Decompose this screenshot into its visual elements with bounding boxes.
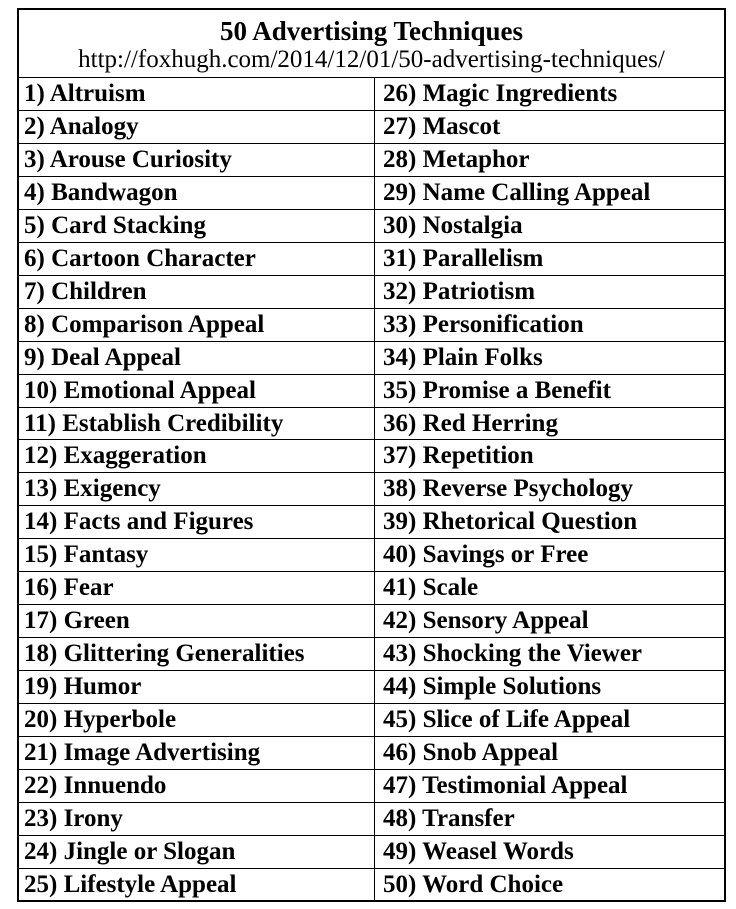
page-title: 50 Advertising Techniques <box>219 16 524 46</box>
technique-cell: 6) Cartoon Character <box>19 243 374 276</box>
technique-cell: 22) Innuendo <box>19 770 374 803</box>
technique-cell: 35) Promise a Benefit <box>375 375 724 408</box>
technique-cell: 28) Metaphor <box>375 144 724 177</box>
technique-cell: 3) Arouse Curiosity <box>19 144 374 177</box>
technique-cell: 32) Patriotism <box>375 276 724 309</box>
technique-cell: 4) Bandwagon <box>19 177 374 210</box>
technique-cell: 25) Lifestyle Appeal <box>24 870 237 898</box>
technique-cell: 11) Establish Credibility <box>19 408 374 441</box>
technique-cell: 34) Plain Folks <box>375 342 724 375</box>
technique-cell: 8) Comparison Appeal <box>19 309 374 342</box>
technique-cell: 14) Facts and Figures <box>19 506 374 539</box>
technique-cell: 40) Savings or Free <box>375 539 724 572</box>
technique-cell: 17) Green <box>19 605 374 638</box>
technique-cell: 16) Fear <box>19 572 374 605</box>
technique-cell: 19) Humor <box>19 671 374 704</box>
technique-cell: 7) Children <box>19 276 374 309</box>
technique-cell: 33) Personification <box>375 309 724 342</box>
techniques-grid <box>19 78 724 902</box>
technique-cell: 21) Image Advertising <box>19 737 374 770</box>
technique-cell: 37) Repetition <box>375 440 724 473</box>
technique-cell: 18) Glittering Generalities <box>19 638 374 671</box>
technique-cell: 41) Scale <box>375 572 724 605</box>
technique-cell: 9) Deal Appeal <box>19 342 374 375</box>
technique-cell: 31) Parallelism <box>375 243 724 276</box>
technique-cell: 30) Nostalgia <box>375 210 724 243</box>
technique-cell: 27) Mascot <box>375 111 724 144</box>
technique-cell: 42) Sensory Appeal <box>375 605 724 638</box>
table-header <box>19 10 724 78</box>
technique-cell: 24) Jingle or Slogan <box>19 836 374 869</box>
technique-cell: 49) Weasel Words <box>375 836 724 869</box>
techniques-table <box>17 8 726 902</box>
technique-cell: 29) Name Calling Appeal <box>375 177 724 210</box>
technique-cell: 26) Magic Ingredients <box>375 78 724 111</box>
technique-cell: 50) Word Choice <box>383 870 564 898</box>
techniques-column-left <box>19 78 375 902</box>
technique-cell: 5) Card Stacking <box>19 210 374 243</box>
technique-cell: 2) Analogy <box>19 111 374 144</box>
technique-cell: 15) Fantasy <box>19 539 374 572</box>
technique-cell: 44) Simple Solutions <box>375 671 724 704</box>
technique-cell: 13) Exigency <box>19 473 374 506</box>
technique-cell: 48) Transfer <box>375 803 724 836</box>
technique-cell: 46) Snob Appeal <box>375 737 724 770</box>
source-url: http://foxhugh.com/2014/12/01/50-advertising-techniques/ <box>78 46 665 73</box>
technique-cell: 23) Irony <box>19 803 374 836</box>
technique-cell: 36) Red Herring <box>375 408 724 441</box>
techniques-column-right <box>375 78 724 902</box>
technique-cell: 38) Reverse Psychology <box>375 473 724 506</box>
technique-cell: 12) Exaggeration <box>19 440 374 473</box>
technique-cell: 45) Slice of Life Appeal <box>375 704 724 737</box>
technique-cell: 20) Hyperbole <box>19 704 374 737</box>
technique-cell: 43) Shocking the Viewer <box>375 638 724 671</box>
technique-cell: 1) Altruism <box>19 78 374 111</box>
technique-cell: 10) Emotional Appeal <box>19 375 374 408</box>
technique-cell: 39) Rhetorical Question <box>375 506 724 539</box>
technique-cell: 47) Testimonial Appeal <box>375 770 724 803</box>
